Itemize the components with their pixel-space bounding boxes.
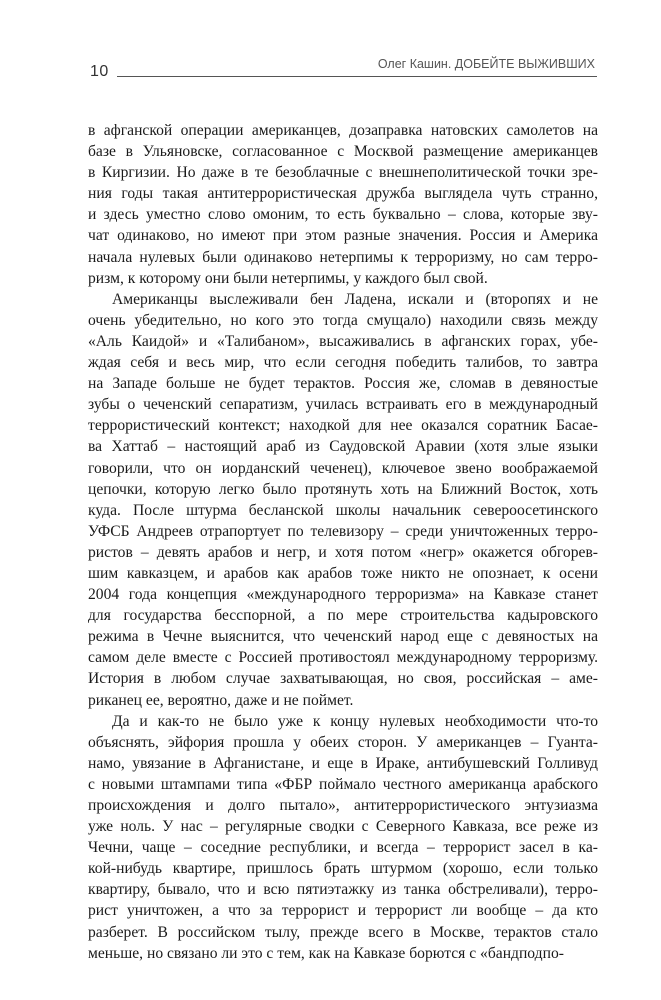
text-line: базе в Ульяновске, согласованное с Москвой размещение американцев — [88, 143, 598, 161]
text-line: с новыми штампами типа «ФБР поймало честного американца арабского — [88, 775, 598, 793]
paragraph — [88, 289, 598, 711]
text-line: разберет. В российском тылу, прежде всего в Москве, терактов стало — [88, 923, 598, 941]
text-line: Да и как-то не было уже к концу нулевых необходимости что-то — [112, 712, 598, 730]
text-line: в Киргизии. Но даже в те безоблачные с внешнеполитической точки зре- — [88, 164, 598, 182]
text-line: на Западе больше не будет терактов. Россия же, сломав в девяностые — [88, 375, 598, 393]
text-line: ризм, к которому они были нетерпимы, у каждого был свой. — [88, 269, 488, 287]
text-line: зубы о чеченский сепаратизм, училась встраивать его в международный — [88, 396, 598, 414]
text-line: УФСБ Андреев отрапортует по телевизору – среди уничтоженных терро- — [88, 522, 598, 540]
text-line: Чечни, чаще – соседние республики, и всегда – террорист засел в ка- — [88, 839, 598, 857]
text-line: террористический контекст; находкой для нее оказался соратник Басае- — [88, 417, 598, 435]
text-line: очень убедительно, но кого это тогда смущало) находили связь между — [88, 311, 598, 329]
text-line: шим кавказцем, и арабов как арабов тоже никто не опознает, к осени — [88, 564, 598, 582]
text-line: чат одинаково, но имеют при этом разные значения. Россия и Америка — [88, 227, 598, 245]
text-line: режима в Чечне выяснится, что чеченский народ еще с девяностых на — [88, 628, 598, 646]
text-line: ва Хаттаб – настоящий араб из Саудовской Аравии (хотя злые языки — [88, 438, 598, 456]
text-line: кой-нибудь квартире, пришлось брать штурмом (хорошо, если только — [88, 860, 598, 878]
text-line: риканец ее, вероятно, даже и не поймет. — [88, 691, 354, 709]
text-line: происхождения и долго пытало», антитеррористического энтузиазма — [88, 797, 598, 814]
header-rule — [117, 76, 597, 77]
text-line: уже ноль. У нас – регулярные сводки с Северного Кавказа, все реже из — [88, 818, 598, 836]
text-line: ния годы такая антитеррористическая дружба выглядела чуть странно, — [88, 185, 598, 203]
body-text — [88, 120, 598, 964]
text-line: начала нулевых были одинаково нетерпимы к терроризму, но сам терро- — [88, 248, 598, 266]
text-line: и здесь уместно слово омоним, то есть буквально – слова, которые зву- — [88, 206, 598, 224]
text-line: «Аль Каидой» и «Талибаном», высаживались в афганских горах, убе- — [88, 332, 598, 350]
text-line: квартиру, бывало, что и всю пятиэтажку из танка обстреливали), терро- — [88, 881, 598, 899]
text-line: ристов – девять арабов и негр, и хотя потом «негр» окажется обгорев- — [88, 543, 598, 561]
text-line: меньше, но связано ли это с тем, как на Кавказе борются с «бандподпо- — [88, 944, 564, 962]
text-line: говорили, что он иорданский чеченец), ключевое звено воображаемой — [88, 459, 598, 477]
text-line: самом деле вместе с Россией противостоял международному терроризму. — [88, 649, 598, 667]
running-head: Олег Кашин. ДОБЕЙТЕ ВЫЖИВШИХ — [377, 57, 595, 71]
text-line: рист уничтожен, а что за террорист и террорист ли вообще – да кто — [88, 902, 598, 920]
text-line: в афганской операции американцев, дозаправка натовских самолетов на — [88, 122, 598, 139]
text-line: объяснять, эйфория прошла у обеих сторон. У американцев – Гуанта- — [88, 733, 598, 751]
text-line: намо, увязание в Афганистане, и еще в Ираке, антибушевский Голливуд — [88, 754, 598, 772]
text-line: для государства бесспорной, а по мере строительства кадыровского — [88, 607, 598, 625]
text-line: 2004 года концепция «международного терроризма» на Кавказе станет — [88, 586, 598, 604]
text-line: ждая себя и весь мир, что если сегодня победить талибов, то завтра — [88, 354, 598, 372]
text-line: Американцы выслеживали бен Ладена, искали и (второпях и не — [112, 290, 598, 308]
text-line: куда. После штурма бесланской школы начальник североосетинского — [88, 501, 598, 519]
text-line: цепочки, которую легко было протянуть хоть на Ближний Восток, хоть — [88, 480, 598, 498]
page-number: 10 — [90, 63, 109, 80]
paragraph — [88, 711, 598, 964]
text-line: История в любом случае захватывающая, но своя, российская – аме- — [88, 670, 598, 688]
paragraph — [88, 120, 598, 289]
